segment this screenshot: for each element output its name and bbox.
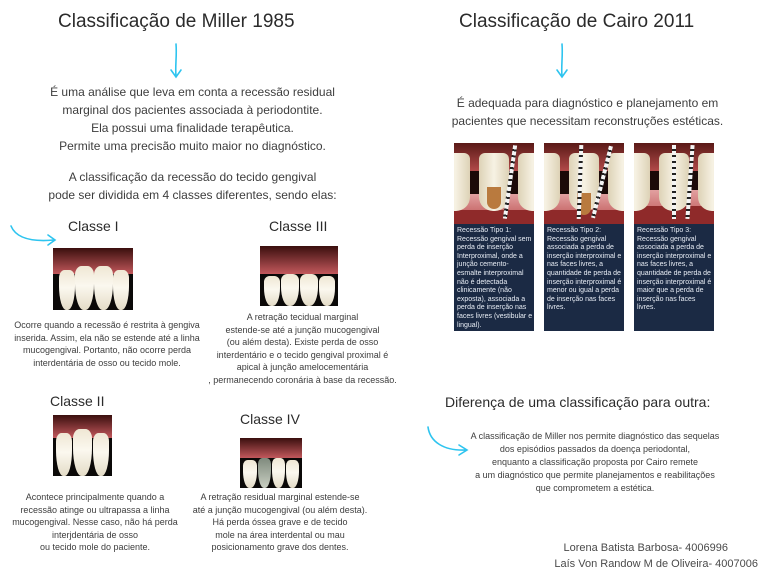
class2-desc-line: ou tecido mole do paciente.	[39, 542, 151, 552]
miller-classes-intro	[20, 168, 365, 204]
cairo-type3-image	[634, 143, 714, 224]
difference-text-line: A classificação de Miller nos permite diagnóstico das sequelas	[470, 431, 720, 441]
miller-title: Classificação de Miller 1985	[58, 11, 295, 32]
curved-arrow-icon	[8, 222, 60, 248]
miller-intro-line: Ela possui uma finalidade terapêutica.	[91, 121, 294, 135]
class4-photo	[240, 438, 302, 488]
class2-desc	[0, 491, 190, 554]
class4-label: Classe IV	[240, 411, 300, 427]
cairo-title: Classificação de Cairo 2011	[459, 11, 695, 32]
class1-desc-line: mucogengival. Portanto, não ocorre perda	[22, 345, 192, 355]
difference-text-line: enquanto a classificação proposta por Cairo remete	[491, 457, 699, 467]
class3-desc-line: interdentário e o tecido gengival proximal é	[216, 349, 389, 360]
classes-intro-line: pode ser dividida em 4 classes diferentes, sendo elas:	[48, 188, 337, 202]
cairo-panel-type1	[454, 143, 534, 331]
class3-desc-line: apical à junção amelocementária	[236, 362, 369, 372]
class1-desc-line: interdentária de osso ou tecido mole.	[33, 357, 181, 368]
down-arrow-icon	[554, 42, 570, 80]
class2-desc-line: mucogengival. Nesse caso, não há perda	[12, 517, 178, 527]
authors	[510, 540, 758, 572]
difference-text-line: que comprometem a estética.	[535, 483, 655, 493]
difference-text-line: dos episódios passados da doença periodontal,	[499, 444, 691, 454]
miller-intro-line: Permite uma precisão muito maior no diagnóstico.	[59, 139, 326, 153]
down-arrow-icon	[168, 42, 184, 80]
class3-desc-line: , permanecendo coronária à base da recessão.	[208, 374, 397, 385]
cairo-type3-caption: Recessão Tipo 3: Recessão gengival associada a perda de inserção interproximal e nas faces livres, a quantidade de perda de inserção interproximal é maior que a perda de inserção nas faces livres.	[637, 227, 712, 312]
miller-intro-line: marginal dos pacientes associada à periodontite.	[62, 103, 323, 117]
class4-desc-line: Há perda óssea grave e de tecido	[212, 517, 348, 527]
class2-desc-line: interjdentária de osso	[51, 529, 139, 540]
author-name: Laís Von Randow M de Oliveira- 4007006	[554, 558, 758, 570]
cairo-type1-image	[454, 143, 534, 224]
class4-desc-line: até a junção mucogengival (ou além desta).	[192, 504, 368, 515]
class1-desc-line: inserida. Assim, ela não se estende até a linha	[14, 332, 200, 343]
class4-desc-line: A retração residual marginal estende-se	[200, 492, 360, 502]
cairo-type1-caption: Recessão Tipo 1: Recessão gengival sem perda de inserção Interproximal, onde a junção cemento-esmalte interproximal não é detectada clinicamente (não exposta), associada a perda de inserção nas faces livres (vestibular e lingual).	[457, 227, 533, 329]
class2-desc-line: Acontece principalmente quando a	[25, 492, 165, 502]
class3-photo	[260, 246, 338, 306]
class2-desc-line: recessão atinge ou ultrapassa a linha	[20, 504, 170, 515]
class4-desc	[180, 491, 380, 554]
class1-label: Classe I	[68, 218, 119, 234]
difference-text-line: a um diagnóstico que permite planejamentos e reabilitações	[475, 470, 715, 480]
class1-desc	[2, 319, 212, 369]
cairo-panel-type2	[544, 143, 624, 331]
class3-desc	[195, 311, 410, 386]
cairo-intro-line: É adequada para diagnóstico e planejamento em	[456, 96, 719, 110]
class4-desc-line: posicionamento grave dos dentes.	[211, 542, 349, 552]
cairo-type2-caption: Recessão Tipo 2: Recessão gengival associada a perda de inserção interproximal e nas faces livres, a quantidade de perda de inserção interproximal é menor ou igual a perda de inserção nas faces livres.	[547, 227, 622, 312]
miller-intro-line: É uma análise que leva em conta a recessão residual	[50, 85, 335, 99]
class3-label: Classe III	[269, 218, 328, 234]
difference-title: Diferença de uma classificação para outra:	[445, 394, 711, 410]
cairo-panel-type3	[634, 143, 714, 331]
author-name: Lorena Batista Barbosa- 4006996	[563, 542, 728, 554]
miller-intro	[20, 83, 365, 155]
class1-photo	[53, 248, 133, 310]
class3-desc-line: A retração tecidual marginal	[246, 312, 359, 322]
classes-intro-line: A classificação da recessão do tecido gengival	[68, 170, 317, 184]
class3-desc-line: estende-se até a junção mucogengival	[225, 324, 380, 335]
class4-desc-line: mole na área interdental ou mau	[215, 529, 345, 540]
class2-label: Classe II	[50, 393, 105, 409]
difference-text	[440, 430, 750, 495]
cairo-intro-line: pacientes que necessitam reconstruções estéticas.	[451, 114, 724, 128]
cairo-type2-image	[544, 143, 624, 224]
class2-photo	[53, 415, 112, 476]
class3-desc-line: (ou além desta). Existe perda de osso	[226, 337, 379, 347]
cairo-intro	[420, 94, 755, 130]
class1-desc-line: Ocorre quando a recessão é restrita à gengiva	[14, 320, 200, 330]
